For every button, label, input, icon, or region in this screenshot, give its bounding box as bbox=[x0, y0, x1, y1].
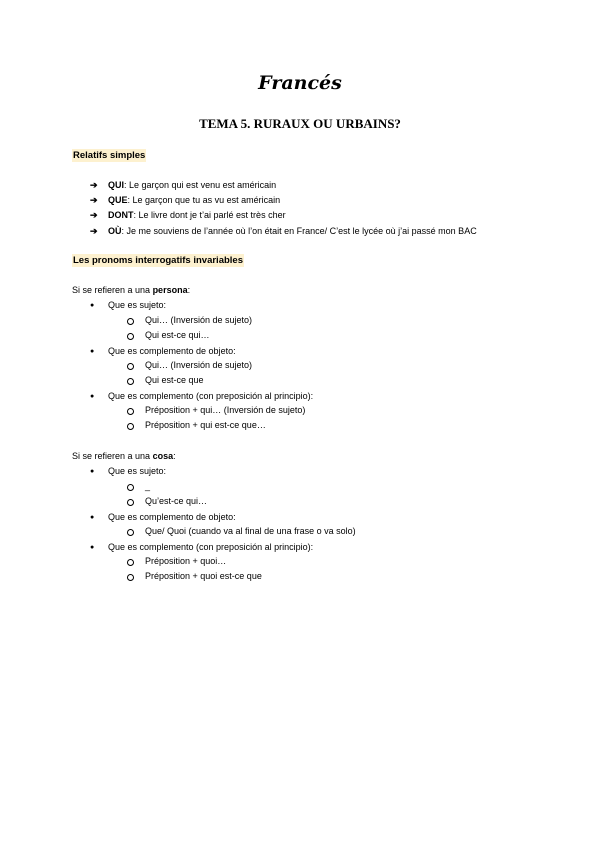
list-item bbox=[90, 195, 280, 206]
list-item bbox=[90, 210, 286, 221]
intro-colon: : bbox=[173, 451, 176, 461]
list-item: Que es complemento de objeto: bbox=[108, 346, 236, 356]
relatif-text: : Le garçon qui est venu est américain bbox=[124, 180, 277, 190]
sub-list-item: Préposition + quoi… bbox=[145, 556, 227, 566]
arrow-right-icon: ➔ bbox=[90, 195, 98, 205]
sub-list-item: Que/ Quoi (cuando va al final de una frase o va solo) bbox=[145, 526, 356, 536]
circle-bullet-icon bbox=[127, 333, 134, 340]
sub-list-item: Qui… (Inversión de sujeto) bbox=[145, 360, 253, 370]
circle-bullet-icon bbox=[127, 363, 134, 370]
bullet-icon: ● bbox=[90, 393, 95, 400]
relatif-text: : Le livre dont je t’ai parlé est très cher bbox=[133, 210, 286, 220]
arrow-right-icon: ➔ bbox=[90, 210, 98, 220]
relatif-key: DONT bbox=[108, 210, 134, 220]
relatif-text: : Le garçon que tu as vu est américain bbox=[127, 195, 281, 205]
intro-text: Si se refieren a una bbox=[72, 451, 153, 461]
circle-bullet-icon bbox=[127, 378, 134, 385]
sub-list-item: Préposition + quoi est-ce que bbox=[145, 571, 262, 581]
list-item: Que es complemento (con preposición al principio): bbox=[108, 542, 314, 552]
sub-list-item: Préposition + qui est-ce que… bbox=[145, 420, 266, 430]
list-item bbox=[90, 226, 477, 237]
page-subtitle: TEMA 5. RURAUX OU URBAINS? bbox=[199, 116, 401, 131]
list-item: Que es complemento (con preposición al principio): bbox=[108, 391, 314, 401]
intro-keyword: persona bbox=[152, 285, 188, 295]
bullet-icon: ● bbox=[90, 348, 95, 355]
intro-text: Si se refieren a una bbox=[72, 285, 153, 295]
relatif-text: : Je me souviens de l’année où l’on était en France/ C’est le lycée où j’ai passé mon BAC bbox=[121, 226, 477, 236]
circle-bullet-icon bbox=[127, 318, 134, 325]
relatif-key: OÙ bbox=[108, 226, 122, 236]
list-item: Que es complemento de objeto: bbox=[108, 512, 236, 522]
sub-list-item: Qu’est-ce qui… bbox=[145, 496, 208, 506]
list-item bbox=[90, 180, 276, 191]
circle-bullet-icon bbox=[127, 484, 134, 491]
sub-list-item: Qui… (Inversión de sujeto) bbox=[145, 315, 253, 325]
sub-list-item: Qui est-ce que bbox=[145, 375, 204, 385]
list-item: Que es sujeto: bbox=[108, 300, 167, 310]
bullet-icon: ● bbox=[90, 302, 95, 309]
circle-bullet-icon bbox=[127, 529, 134, 536]
sub-list-item: Qui est-ce qui… bbox=[145, 330, 210, 340]
circle-bullet-icon bbox=[127, 499, 134, 506]
heading-pronoms: Les pronoms interrogatifs invariables bbox=[73, 255, 243, 266]
circle-bullet-icon bbox=[127, 423, 134, 430]
circle-bullet-icon bbox=[127, 559, 134, 566]
heading-relatifs: Relatifs simples bbox=[73, 150, 146, 161]
intro-colon: : bbox=[187, 285, 191, 295]
relatif-key: QUE bbox=[108, 195, 128, 205]
arrow-right-icon: ➔ bbox=[90, 226, 98, 236]
sub-list-item: _ bbox=[145, 481, 151, 491]
circle-bullet-icon bbox=[127, 574, 134, 581]
intro-keyword: cosa bbox=[152, 451, 174, 461]
relatif-key: QUI bbox=[108, 180, 125, 190]
sub-list-item: Préposition + qui… (Inversión de sujeto) bbox=[145, 405, 306, 415]
circle-bullet-icon bbox=[127, 408, 134, 415]
bullet-icon: ● bbox=[90, 468, 95, 475]
bullet-icon: ● bbox=[90, 544, 95, 551]
page-title: Francés bbox=[258, 72, 342, 94]
list-item: Que es sujeto: bbox=[108, 466, 167, 476]
arrow-right-icon: ➔ bbox=[90, 180, 98, 190]
cosa-intro bbox=[72, 451, 176, 462]
bullet-icon: ● bbox=[90, 514, 95, 521]
persona-intro bbox=[72, 285, 190, 296]
